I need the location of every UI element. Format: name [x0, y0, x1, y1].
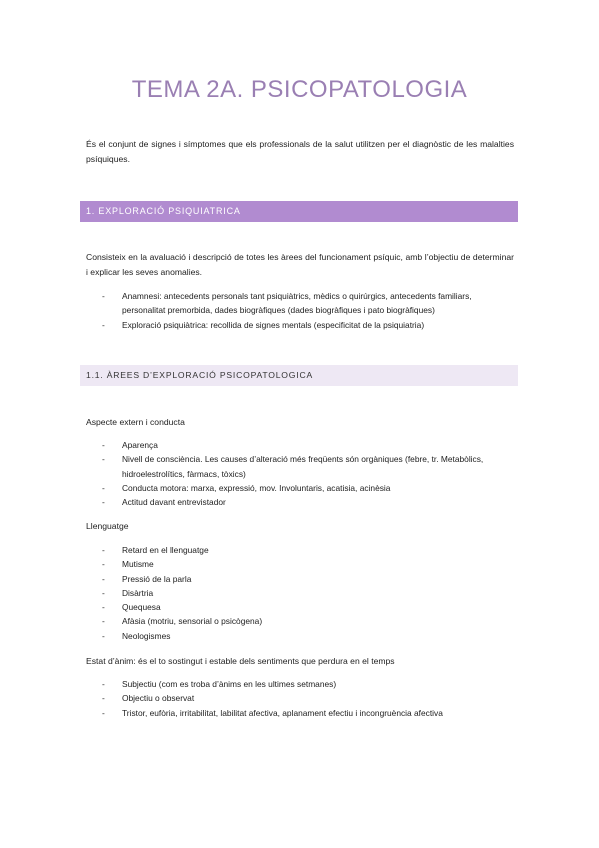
list-item: - Pressió de la parla [86, 572, 516, 586]
list-item: - Quequesa [86, 600, 516, 614]
llenguatge-list [86, 543, 516, 643]
subsection-heading-arees-exploracio: 1.1. ÀREES D’EXPLORACIÓ PSICOPATOLOGICA [80, 365, 518, 386]
document-title: TEMA 2A. PSICOPATOLOGIA [131, 76, 468, 103]
section1-list [86, 289, 516, 332]
intro-paragraph: És el conjunt de signes i símptomes que els professionals de la salut utilitzen per el diagnòstic de les malalties psíquiques. [86, 139, 514, 164]
list-item: - Retard en el llenguatge [86, 543, 516, 557]
list-item: - Tristor, eufòria, irritabilitat, labilitat afectiva, aplanament efectiu i incongruència afectiva [86, 706, 516, 720]
estat-anim-list [86, 677, 516, 720]
list-item: - Aparença [86, 438, 516, 452]
aspecte-extern-list [86, 438, 516, 509]
list-item-exploracio: - Exploració psiquiàtrica: recollida de signes mentals (especificitat de la psiquiatria) [86, 318, 516, 332]
list-item: - Subjectiu (com es troba d’ànims en les ultimes setmanes) [86, 677, 516, 691]
list-item: - Conducta motora: marxa, expressió, mov. Involuntaris, acatisia, acinèsia [86, 481, 516, 495]
list-item: - Neologismes [86, 629, 516, 643]
section-heading-exploracio-psiquiatrica: 1. EXPLORACIÓ PSIQUIATRICA [80, 201, 518, 222]
list-item: - Actitud davant entrevistador [86, 495, 516, 509]
list-item: - Nivell de consciència. Les causes d’alteració més freqüents són orgàniques (febre, tr. Metabòlics, hidroelestrolítics, fàrmacs, tòxics) [86, 452, 516, 481]
list-item: - Afàsia (motriu, sensorial o psicògena) [86, 614, 516, 628]
group-label-llenguatge: Llenguatge [86, 521, 129, 531]
list-item-anamnesi: - Anamnesi: antecedents personals tant psiquiàtrics, mèdics o quirúrgics, antecedents familiars, personalitat premorbida, dades biogràfiques (dades biogràfiques i pato biogràfiques) [86, 289, 516, 318]
list-item: - Objectiu o observat [86, 691, 516, 705]
list-item: - Disàrtria [86, 586, 516, 600]
list-item: - Mutisme [86, 557, 516, 571]
section1-paragraph: Consisteix en la avaluació i descripció de totes les àrees del funcionament psíquic, amb l’objectiu de determinar i explicar les seves anomalies. [86, 252, 514, 277]
group-label-estat-anim: Estat d’ànim: és el to sostingut i estable dels sentiments que perdura en el temps [86, 656, 395, 666]
group-label-aspecte-extern: Aspecte extern i conducta [86, 417, 185, 427]
